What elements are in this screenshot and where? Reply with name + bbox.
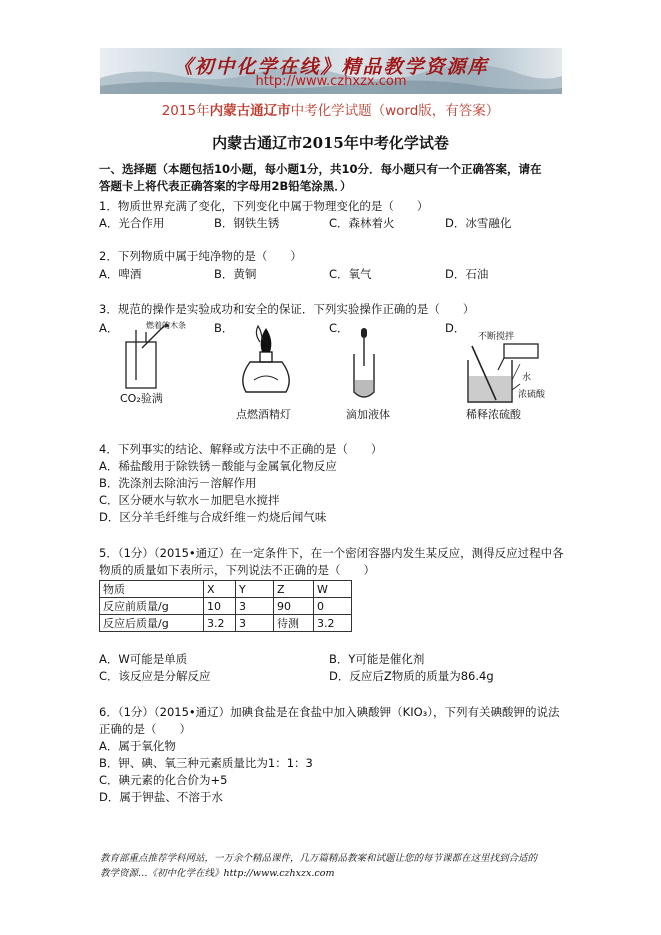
q2-option-b: B．黄铜 xyxy=(214,267,257,281)
section-heading-line2: 答题卡上将代表正确答案的字母用2B铅笔涂黑．） xyxy=(99,179,352,193)
table-cell: 10 xyxy=(204,598,236,615)
q4-option-a: A．稀盐酸用于除铁锈－酸能与金属氧化物反应 xyxy=(99,459,337,473)
q6-option-b: B．钾、碘、氧三种元素质量比为1：1：3 xyxy=(99,756,313,770)
subtitle-highlight: 内蒙古通辽市 xyxy=(209,103,291,119)
q2-option-c: C．氧气 xyxy=(329,267,372,281)
table-row xyxy=(100,615,352,632)
q2-option-a: A．啤酒 xyxy=(99,267,142,281)
q3-c-caption: 滴加液体 xyxy=(346,408,390,421)
q4-option-b: B．洗涤剂去除油污－溶解作用 xyxy=(99,476,257,490)
q1-option-b: B．钢铁生锈 xyxy=(214,216,280,230)
q3-option-d: D． xyxy=(445,321,466,335)
q5-option-c: C．该反应是分解反应 xyxy=(99,669,211,683)
q3-d-label-water: 水 xyxy=(522,373,532,383)
page-title: 内蒙古通辽市2015年中考化学试卷 xyxy=(212,134,449,152)
table-cell: X xyxy=(204,581,236,598)
table-cell: 90 xyxy=(274,598,314,615)
q5-stem-line1: 5．（1分）（2015•通辽）在一定条件下，在一个密闭容器内发生某反应，测得反应过程中各 xyxy=(99,546,564,560)
q2-stem: 2．下列物质中属于纯净物的是（ ） xyxy=(99,249,302,263)
section-heading-line1: 一、选择题（本题包括10小题，每小题1分，共10分．每小题只有一个正确答案，请在 xyxy=(99,162,542,176)
table-cell: 反应前质量/g xyxy=(100,598,204,615)
q3-d-label-stir: 不断搅拌 xyxy=(478,332,515,342)
q6-stem-line1: 6．（1分）（2015•通辽）加碘食盐是在食盐中加入碘酸钾（KIO₃），下列有关碘酸钾的说法 xyxy=(99,705,560,719)
q6-option-d: D．属于钾盐、不溶于水 xyxy=(99,790,223,804)
document-subtitle xyxy=(0,99,661,119)
q3-stem: 3．规范的操作是实验成功和安全的保证．下列实验操作正确的是（ ） xyxy=(99,302,475,316)
subtitle-suffix: 中考化学试题（word版，有答案） xyxy=(290,103,500,119)
banner-title: 《初中化学在线》精品教学资源库 xyxy=(173,56,489,78)
q4-option-d: D．区分羊毛纤维与合成纤维－灼烧后闻气味 xyxy=(99,510,327,524)
q1-stem: 1．物质世界充满了变化，下列变化中属于物理变化的是（ ） xyxy=(99,199,429,213)
q6-option-c: C．碘元素的化合价为+5 xyxy=(99,773,228,787)
q3-d-caption: 稀释浓硫酸 xyxy=(466,408,521,421)
q5-option-b: B．Y可能是催化剂 xyxy=(329,652,425,666)
q3-a-label: 燃着的木条 xyxy=(146,321,186,330)
alcohol-lamp-diagram xyxy=(232,322,300,402)
q3-option-c: C． xyxy=(329,321,349,335)
banner-url[interactable]: http://www.czhxzx.com xyxy=(255,74,407,89)
table-cell: 反应后质量/g xyxy=(100,615,204,632)
table-cell: 物质 xyxy=(100,581,204,598)
table-cell: 待测 xyxy=(274,615,314,632)
q6-option-a: A．属于氧化物 xyxy=(99,739,176,753)
table-row xyxy=(100,598,352,615)
q3-option-a: A． xyxy=(99,321,119,335)
q1-option-a: A．光合作用 xyxy=(99,216,165,230)
table-cell: 3 xyxy=(236,598,274,615)
subtitle-prefix: 2015年 xyxy=(161,103,210,119)
footer-line1: 教育部重点推荐学科网站，一万余个精品课件，几万篇精品教案和试题让您的每节课都在这里找到合适的 xyxy=(100,853,538,864)
q6-stem-line2: 正确的是（ ） xyxy=(99,722,191,736)
q2-option-d: D．石油 xyxy=(445,267,489,281)
q4-option-c: C．区分硬水与软水－加肥皂水搅拌 xyxy=(99,493,280,507)
q4-stem: 4．下列事实的结论、解释或方法中不正确的是（ ） xyxy=(99,442,383,456)
dropper-test-tube-diagram xyxy=(344,326,384,402)
table-cell: W xyxy=(314,581,352,598)
table-cell: 3.2 xyxy=(314,615,352,632)
table-header-row xyxy=(100,581,352,598)
q3-d-label-acid: 浓硫酸 xyxy=(518,390,546,400)
table-cell: Y xyxy=(236,581,274,598)
table-cell: 3 xyxy=(236,615,274,632)
table-cell: 0 xyxy=(314,598,352,615)
q5-option-d: D．反应后Z物质的质量为86.4g xyxy=(329,669,494,683)
mass-table xyxy=(99,580,352,632)
table-cell: Z xyxy=(274,581,314,598)
table-cell: 3.2 xyxy=(204,615,236,632)
q1-option-d: D．冰雪融化 xyxy=(445,216,512,230)
q5-option-a: A．W可能是单质 xyxy=(99,652,188,666)
q1-option-c: C．森林着火 xyxy=(329,216,395,230)
q3-option-b: B． xyxy=(214,321,234,335)
footer-line2: 教学资源…《初中化学在线》http://www.czhxzx.com xyxy=(100,868,335,879)
q3-a-caption: CO₂验满 xyxy=(120,392,163,405)
page-footer xyxy=(100,851,570,881)
q5-stem-line2: 物质的质量如下表所示，下列说法不正确的是（ ） xyxy=(99,563,375,577)
site-banner xyxy=(100,48,562,94)
q3-b-caption: 点燃酒精灯 xyxy=(236,408,291,421)
